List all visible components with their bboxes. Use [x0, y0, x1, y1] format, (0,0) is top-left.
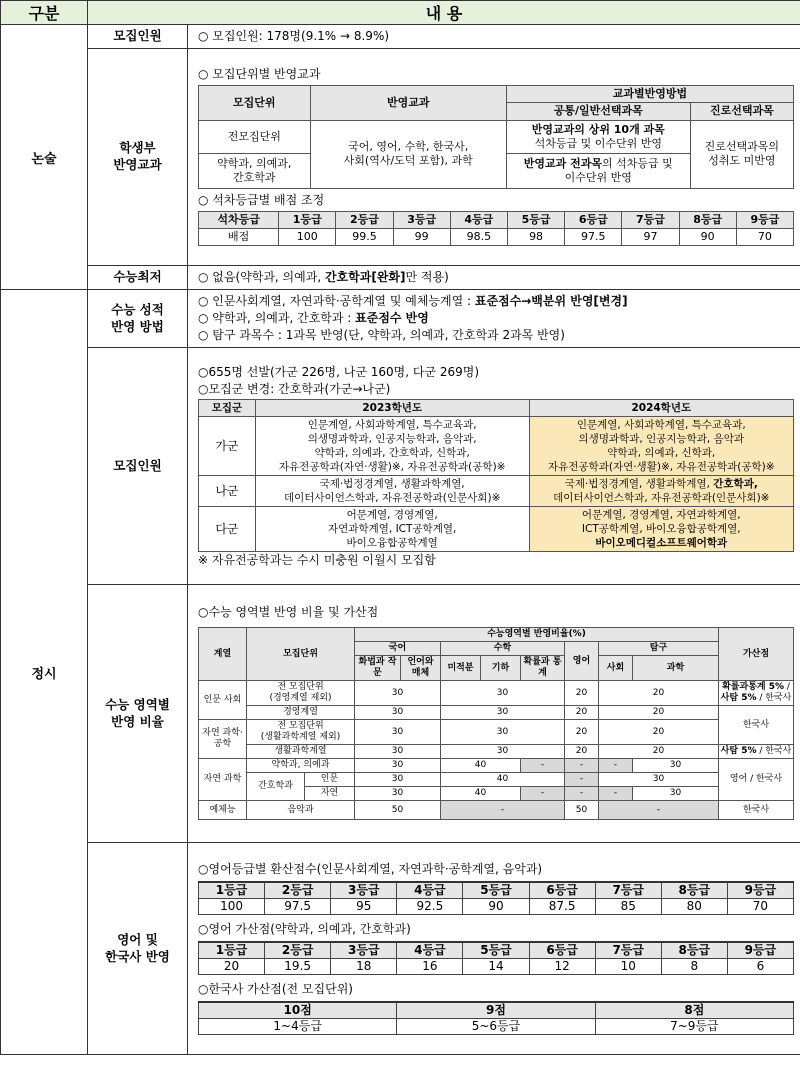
- eng-score-5: 87.5: [529, 898, 595, 914]
- jeongsi-recruit-content: ○655명 선발(가군 226명, 나군 160명, 다군 269명) ○모집군 변경: 간호학과(가군→나군) 모집군 2023학년도 2024학년도 가군 인문계열, 사회과학계열, 특수교육과, 의생명과학과, 인공지능학과, 음악과, 약학과, 의예과, 간호학과, 신학과, 자유전공학과(자연·생활)※, 자유전공학과(공학)※ 인문계열, 사회과학계열, 특수교육과, 의생명과학과, 인공지능학과, 음악과 약학과, 의예과, 신학과, 자유전공학과(자연·생활)※, 자유전공학과(공학)※ 나군 국제·법정경계열, 생활과학계열, 데이터사이언스학과, 자유전공학과(인문사회)※ 국제·법정경계열, 생활과학계열, 간호학과, 데이터사이언스학과, 자유전공학과(인문사회)※ 다군 어문계열, 경영계열, 자연과학계열, ICT공학계열, 바이오융합공학계열 어문계열, 경영계열, 자연과학계열, ICT공학계열, 바이오융합공학계열, 바이오메디컬소프트웨어학과 ※ 자유전공학과는 수시 미충원 이월시 모집함: [188, 348, 800, 585]
- da-2023: 어문계열, 경영계열, 자연과학계열, ICT공학계열, 바이오융합공학계열: [255, 507, 529, 552]
- nonsul-recruit-label: 모집인원: [88, 25, 188, 49]
- english-bonus-table: [198, 941, 794, 975]
- recruit-note: ※ 자유전공학과는 수시 미충원 이월시 모집함: [198, 553, 436, 567]
- min-text: ○ 없음(약학과, 의예과, 간호학과[완화]만 적용): [198, 270, 449, 284]
- eng-score-3: 92.5: [397, 898, 463, 914]
- grade-val-6: 97.5: [565, 228, 622, 245]
- subjects-cell: 국어, 영어, 수학, 한국사, 사회(역사/도덕 포함), 과학: [310, 120, 506, 188]
- header-category: 구분: [1, 1, 88, 25]
- grade-val-4: 98.5: [450, 228, 507, 245]
- eng-bonus-grade-8: 9등급: [727, 942, 793, 959]
- student-record-content: [188, 49, 800, 266]
- grade-val-0: 배점: [199, 228, 279, 245]
- eng-grade-0: 1등급: [199, 882, 265, 899]
- english-label: 영어 및 한국사 반영: [88, 843, 188, 1055]
- unit-all: 전모집단위: [199, 120, 311, 153]
- grade-val-1: 100: [279, 228, 336, 245]
- grade-head-8: 8등급: [679, 211, 736, 228]
- eng-bonus-grade-7: 8등급: [661, 942, 727, 959]
- ratio-content: ○수능 영역별 반영 비율 및 가산점 계열 모집단위 수능영역별 반영비율(%) 가산점 국어 수학 영어 탐구 화법과 작문 언어와 매체 미적분 기하 확률과 통계 사회 과학 인문 사회 전 모집단위 (경영계열 제외) 30 30 20 20 확률과통계 5% / 사탐 5% / 한국사 경영계열 30 30 20 20 한국사 자연 과학· 공학 전 모집단위 (생활과학계열 제외) 30 30 20 20 생활과학계열 30 30 20 20 사탐 5% / 한국사 자연 과학 약학과, 의예과 30 40 - - - 30 영어 / 한국사 간호학과 인문 30 40 - 30 자연 30 40 - - - 30 예체능 음악과 50 - 50 - 한국사: [188, 585, 800, 843]
- grade-val-9: 70: [736, 228, 793, 245]
- grade-head-2: 2등급: [336, 211, 393, 228]
- grade-head-7: 7등급: [622, 211, 679, 228]
- eng-bonus-grade-0: 1등급: [199, 942, 265, 959]
- eng-grade-2: 3등급: [331, 882, 397, 899]
- grade-intro: ○ 석차등급별 배점 조정: [198, 192, 325, 207]
- eng-bonus-6: 10: [595, 958, 661, 974]
- hist-head-0: 10점: [199, 1002, 397, 1019]
- grade-head-1: 1등급: [279, 211, 336, 228]
- eng-score-8: 70: [727, 898, 793, 914]
- da-2024: 어문계열, 경영계열, 자연과학계열, ICT공학계열, 바이오융합공학계열, 바이오메디컬소프트웨어학과: [529, 507, 793, 552]
- grade-val-8: 90: [679, 228, 736, 245]
- eng-grade-7: 8등급: [661, 882, 727, 899]
- history-bonus-table: [198, 1001, 794, 1035]
- method-all: 반영교과 전과목의 석차등급 및 이수단위 반영: [506, 153, 690, 188]
- eng-bonus-grade-3: 4등급: [397, 942, 463, 959]
- career-cell: 진로선택과목의 성취도 미반영: [690, 120, 793, 188]
- grade-val-3: 99: [393, 228, 450, 245]
- method-top10: 반영교과의 상위 10개 과목 석차등급 및 이수단위 반영: [506, 120, 690, 153]
- grade-head-6: 6등급: [565, 211, 622, 228]
- eng-bonus-1: 19.5: [265, 958, 331, 974]
- eng-bonus-3: 16: [397, 958, 463, 974]
- eng-score-4: 90: [463, 898, 529, 914]
- method-content: ○ 인문사회계열, 자연과학·공학계열 및 예체능계열 : 표준점수→백분위 반영[변경] ○ 약학과, 의예과, 간호학과 : 표준점수 반영 ○ 탐구 과목수 : 1과목 반영(단, 약학과, 의예과, 간호학과 2과목 반영): [188, 290, 800, 348]
- grade-head-0: 석차등급: [199, 211, 279, 228]
- student-record-label: 학생부 반영교과: [88, 49, 188, 266]
- group-da: 다군: [199, 507, 256, 552]
- subject-table: [198, 85, 794, 189]
- grade-head-5: 5등급: [507, 211, 564, 228]
- ga-2023: 인문계열, 사회과학계열, 특수교육과, 의생명과학과, 인공지능학과, 음악과, 약학과, 의예과, 간호학과, 신학과, 자유전공학과(자연·생활)※, 자유전공학과(공학)※: [255, 417, 529, 476]
- jeongsi-recruit-label: 모집인원: [88, 348, 188, 585]
- eng-bonus-grade-1: 2등급: [265, 942, 331, 959]
- hist-val-0: 1~4등급: [199, 1018, 397, 1034]
- group-ga: 가군: [199, 417, 256, 476]
- category-nonsul: 논술: [1, 25, 88, 290]
- eng-bonus-grade-4: 5등급: [463, 942, 529, 959]
- category-jeongsi: 정시: [1, 290, 88, 1055]
- eng-score-6: 85: [595, 898, 661, 914]
- hist-val-2: 7~9등급: [595, 1018, 793, 1034]
- eng-bonus-grade-6: 7등급: [595, 942, 661, 959]
- eng-score-2: 95: [331, 898, 397, 914]
- th-career: 진로선택과목: [690, 103, 793, 121]
- header-content: 내 용: [88, 1, 800, 25]
- ratio-label: 수능 영역별 반영 비율: [88, 585, 188, 843]
- th-common: 공통/일반선택과목: [506, 103, 690, 121]
- hist-head-2: 8점: [595, 1002, 793, 1019]
- eng-grade-5: 6등급: [529, 882, 595, 899]
- header-row: [1, 1, 800, 25]
- eng-bonus-5: 12: [529, 958, 595, 974]
- th-subject: 반영교과: [310, 85, 506, 120]
- group-na: 나군: [199, 476, 256, 507]
- eng-bonus-2: 18: [331, 958, 397, 974]
- unit-medical: 약학과, 의예과, 간호학과: [199, 153, 311, 188]
- hist-head-1: 9점: [397, 1002, 595, 1019]
- english-content: ○영어등급별 환산점수(인문사회계열, 자연과학·공학계열, 음악과) 1등급 2등급 3등급 4등급 5등급 6등급 7등급 8등급 9등급 100 97.5 95 92.5 90 87.5 85 80 70 ○영어 가산점(약학과, 의예과, 간호학과) 1등급 2등급 3등급 4등급 5등급 6등급 7등급 8등급 9등급 20 19.5 18 16 14 12 10 8 6 ○한국사 가산점(전 모집단위) 10점 9점 8점 1~4등급 5~6등급 7~9등급: [188, 843, 800, 1055]
- grade-head-9: 9등급: [736, 211, 793, 228]
- na-2024: 국제·법정경계열, 생활과학계열, 간호학과, 데이터사이언스학과, 자유전공학과(인문사회)※: [529, 476, 793, 507]
- eng-grade-6: 7등급: [595, 882, 661, 899]
- eng-bonus-grade-2: 3등급: [331, 942, 397, 959]
- th-unit: 모집단위: [199, 85, 311, 120]
- ratio-table: 계열 모집단위 수능영역별 반영비율(%) 가산점 국어 수학 영어 탐구 화법과 작문 언어와 매체 미적분 기하 확률과 통계 사회 과학 인문 사회 전 모집단위 (경영계열 제외) 30 30 20 20 확률과통계 5% / 사탐 5% / 한국사 경영계열 30 30 20 20 한국사 자연 과학· 공학 전 모집단위 (생활과학계열 제외) 30 30 20 20 생활과학계열 30 30 20 20 사탐 5% / 한국사 자연 과학 약학과, 의예과 30 40 - - - 30 영어 / 한국사 간호학과 인문 30 40 - 30 자연 30 40 - - - 30 예체능 음악과 50 - 50 - 한국사: [198, 627, 794, 820]
- english-score-table: [198, 881, 794, 915]
- hist-val-1: 5~6등급: [397, 1018, 595, 1034]
- na-2023: 국제·법정경계열, 생활과학계열, 데이터사이언스학과, 자유전공학과(인문사회)※: [255, 476, 529, 507]
- eng-bonus-7: 8: [661, 958, 727, 974]
- eng-score-7: 80: [661, 898, 727, 914]
- eng-grade-3: 4등급: [397, 882, 463, 899]
- eng-grade-8: 9등급: [727, 882, 793, 899]
- grade-val-7: 97: [622, 228, 679, 245]
- eng-score-1: 97.5: [265, 898, 331, 914]
- eng-bonus-4: 14: [463, 958, 529, 974]
- student-record-intro: ○ 모집단위별 반영교과: [198, 66, 321, 81]
- th-method: 교과별반영방법: [506, 85, 793, 103]
- ga-2024: 인문계열, 사회과학계열, 특수교육과, 의생명과학과, 인공지능학과, 음악과 약학과, 의예과, 신학과, 자유전공학과(자연·생활)※, 자유전공학과(공학)※: [529, 417, 793, 476]
- grade-score-table: [198, 211, 794, 246]
- grade-val-2: 99.5: [336, 228, 393, 245]
- group-table: 모집군 2023학년도 2024학년도 가군 인문계열, 사회과학계열, 특수교육과, 의생명과학과, 인공지능학과, 음악과, 약학과, 의예과, 간호학과, 신학과, 자유전공학과(자연·생활)※, 자유전공학과(공학)※ 인문계열, 사회과학계열, 특수교육과, 의생명과학과, 인공지능학과, 음악과 약학과, 의예과, 신학과, 자유전공학과(자연·생활)※, 자유전공학과(공학)※ 나군 국제·법정경계열, 생활과학계열, 데이터사이언스학과, 자유전공학과(인문사회)※ 국제·법정경계열, 생활과학계열, 간호학과, 데이터사이언스학과, 자유전공학과(인문사회)※ 다군 어문계열, 경영계열, 자연과학계열, ICT공학계열, 바이오융합공학계열 어문계열, 경영계열, 자연과학계열, ICT공학계열, 바이오융합공학계열, 바이오메디컬소프트웨어학과: [198, 399, 794, 552]
- eng-bonus-grade-5: 6등급: [529, 942, 595, 959]
- grade-val-5: 98: [507, 228, 564, 245]
- method-label: 수능 성적 반영 방법: [88, 290, 188, 348]
- eng-bonus-8: 6: [727, 958, 793, 974]
- eng-grade-1: 2등급: [265, 882, 331, 899]
- nonsul-recruit-text: ○ 모집인원: 178명(9.1% → 8.9%): [198, 29, 390, 43]
- eng-score-0: 100: [199, 898, 265, 914]
- eng-bonus-0: 20: [199, 958, 265, 974]
- grade-head-4: 4등급: [450, 211, 507, 228]
- min-label: 수능최저: [88, 266, 188, 290]
- grade-head-3: 3등급: [393, 211, 450, 228]
- eng-grade-4: 5등급: [463, 882, 529, 899]
